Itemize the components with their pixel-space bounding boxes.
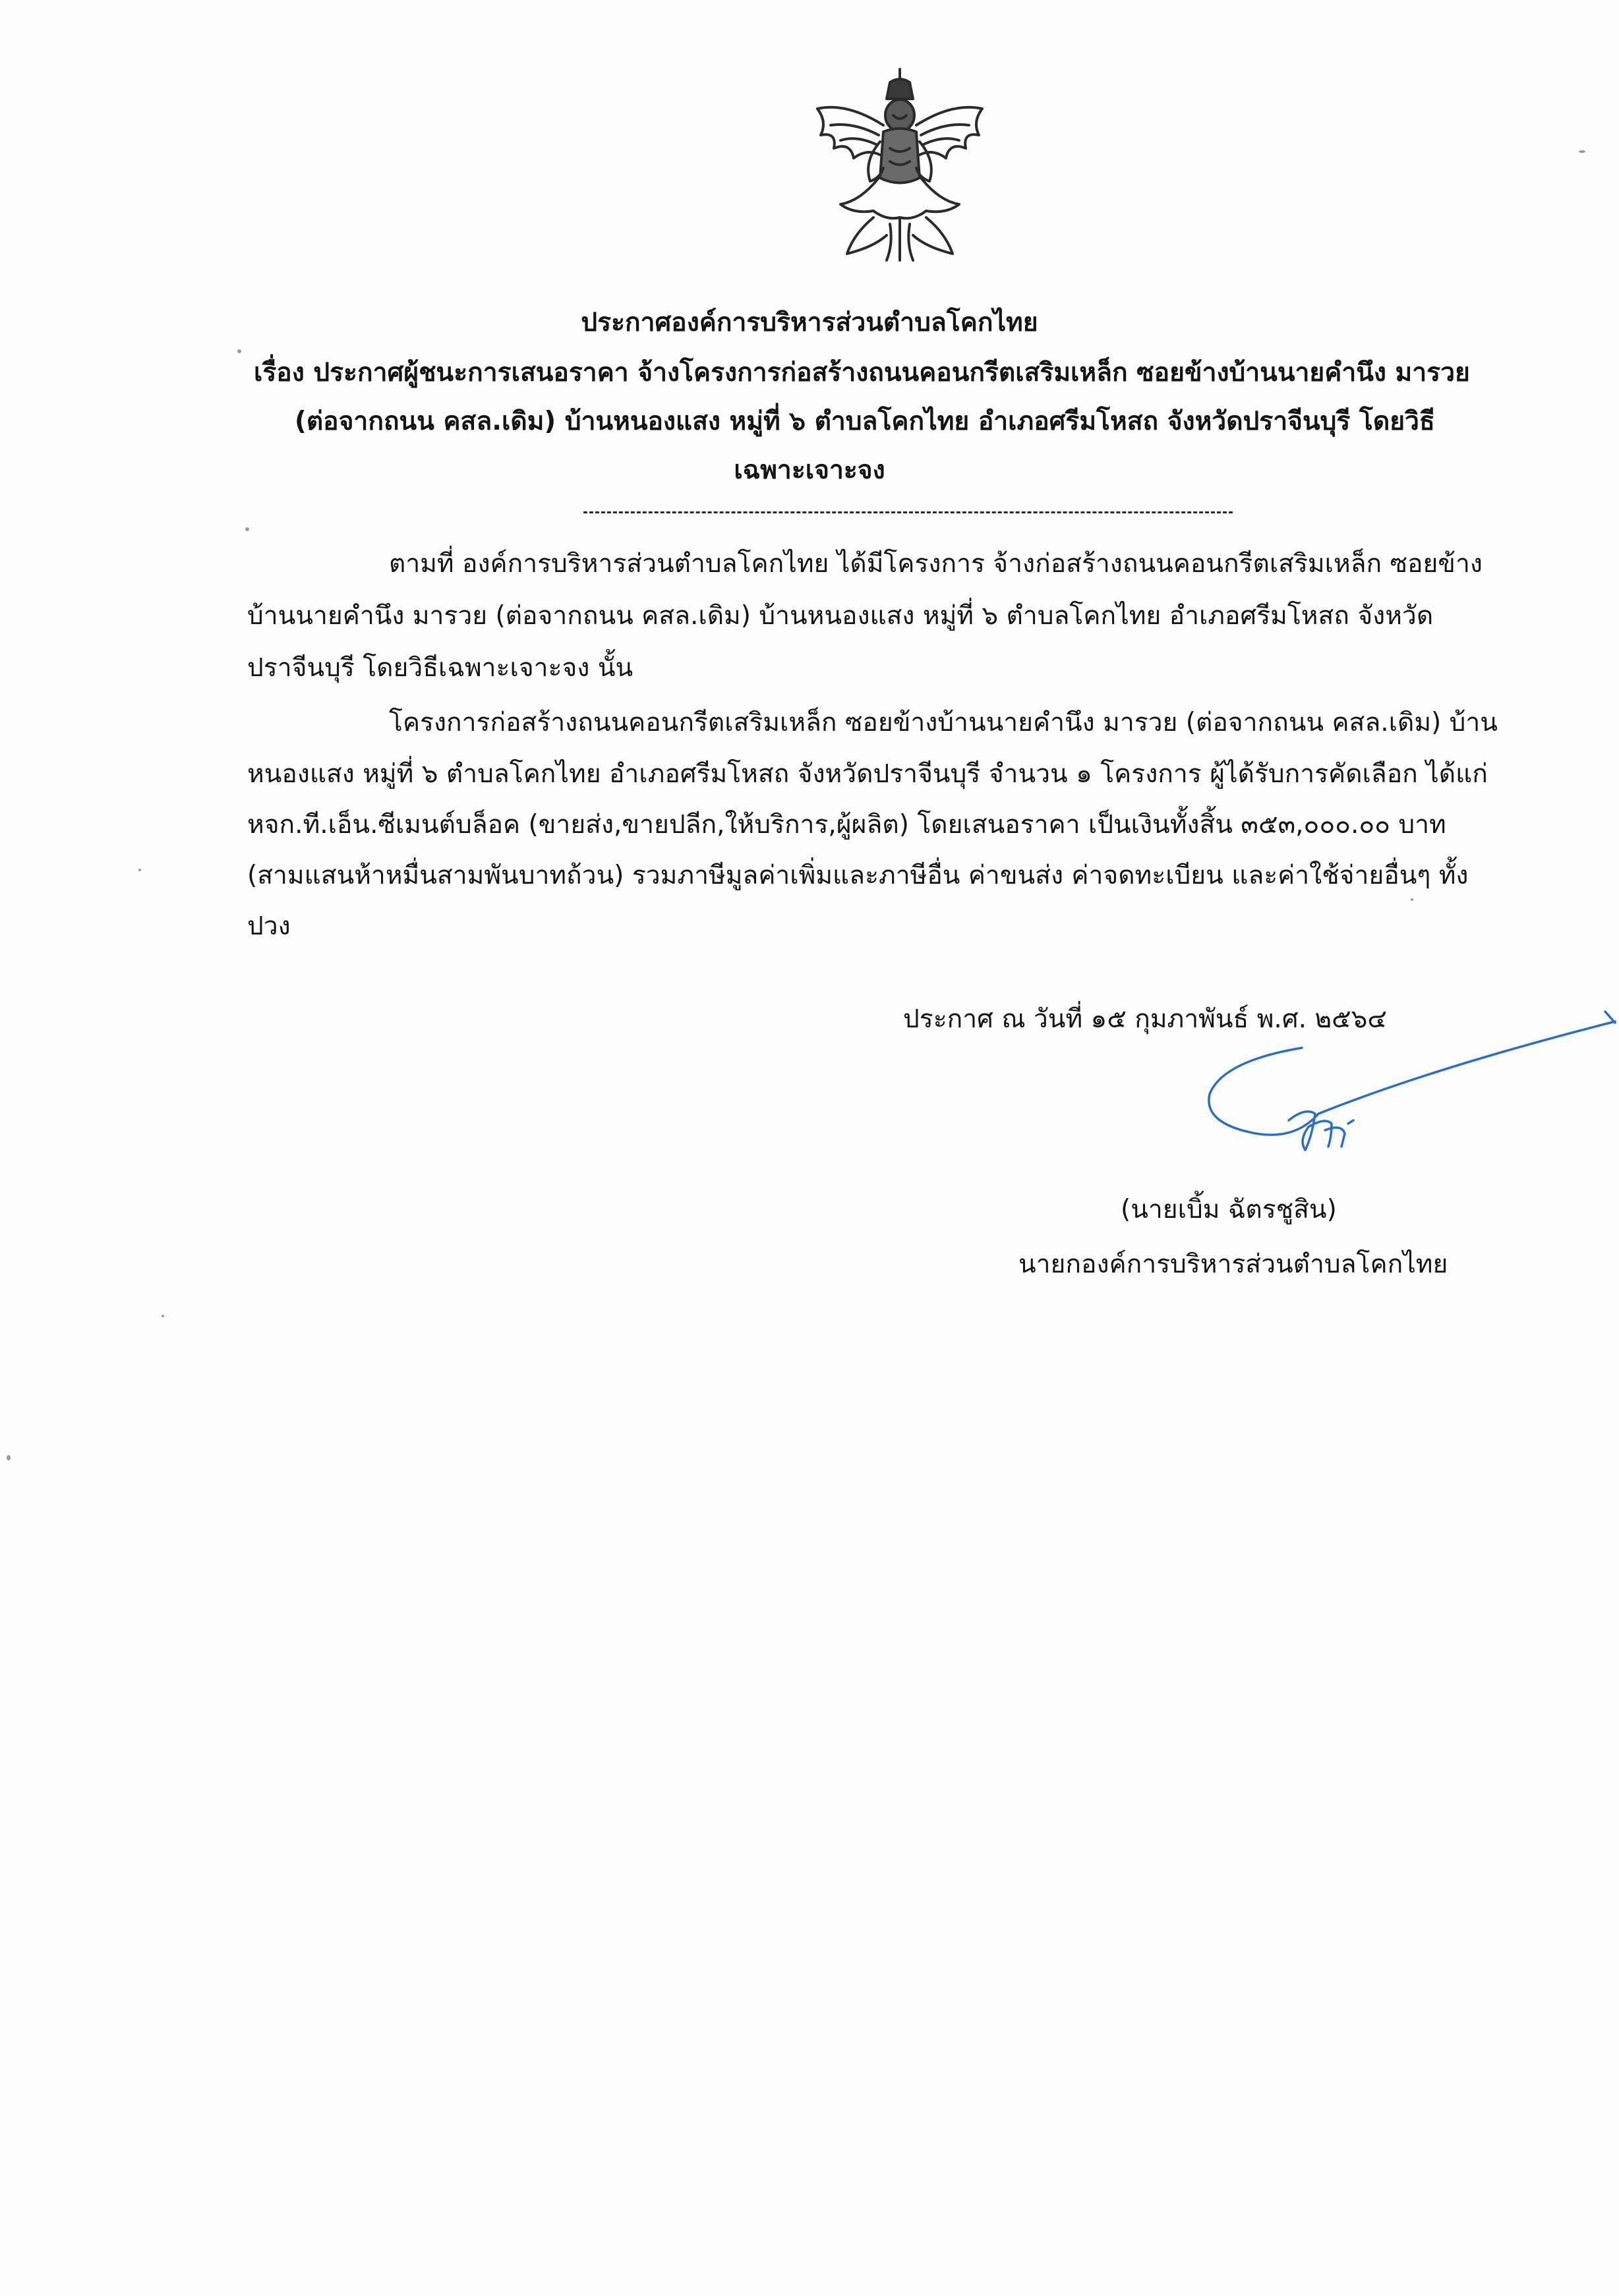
announcement-title: ประกาศองค์การบริหารส่วนตำบลโคกไทย [581, 308, 1038, 337]
paragraph-2-line-5: ปวง [247, 911, 291, 941]
paragraph-2-line-2: หนองแสง หมู่ที่ ๖ ตำบลโคกไทย อำเภอศรีมโหสถ จังหวัดปราจีนบุรี จำนวน ๑ โครงการ ผู้ได้รับการคัดเลือก ได้แก่ [247, 759, 1488, 789]
subject-line-3: เฉพาะเจาะจง [734, 455, 885, 485]
paragraph-2-line-4: (สามแสนห้าหมื่นสามพันบาทถ้วน) รวมภาษีมูลค่าเพิ่มและภาษีอื่น ค่าขนส่ง ค่าจดทะเบียน และค่าใช้จ่ายอื่นๆ ทั้ง [247, 861, 1469, 890]
garuda-emblem-icon [801, 63, 999, 267]
subject-line-1: เรื่อง ประกาศผู้ชนะการเสนอราคา จ้างโครงการก่อสร้างถนนคอนกรีตเสริมเหล็ก ซอยข้างบ้านนายคำนึง มารวย [254, 358, 1470, 387]
header-divider [583, 511, 1233, 513]
paragraph-2-line-3: หจก.ที.เอ็น.ซีเมนต์บล็อค (ขายส่ง,ขายปลีก,ให้บริการ,ผู้ผลิต) โดยเสนอราคา เป็นเงินทั้งสิ้น ๓๕๓,๐๐๐.๐๐ บาท [247, 810, 1446, 840]
signer-position: นายกองค์การบริหารส่วนตำบลโคกไทย [1018, 1249, 1448, 1279]
announcement-date: ประกาศ ณ วันที่ ๑๕ กุมภาพันธ์ พ.ศ. ๒๕๖๔ [903, 1004, 1387, 1034]
paragraph-1-line-1: ตามที่ องค์การบริหารส่วนตำบลโคกไทย ได้มีโครงการ จ้างก่อสร้างถนนคอนกรีตเสริมเหล็ก ซอยข้าง [389, 549, 1483, 579]
paragraph-2-line-1: โครงการก่อสร้างถนนคอนกรีตเสริมเหล็ก ซอยข้างบ้านนายคำนึง มารวย (ต่อจากถนน คสล.เดิม) บ้าน [389, 708, 1498, 737]
paragraph-1-line-2: บ้านนายคำนึง มารวย (ต่อจากถนน คสล.เดิม) บ้านหนองแสง หมู่ที่ ๖ ตำบลโคกไทย อำเภอศรีมโหสถ จังหวัด [247, 601, 1434, 631]
paragraph-1-line-3: ปราจีนบุรี โดยวิธีเฉพาะเจาะจง นั้น [247, 653, 633, 683]
subject-line-2: (ต่อจากถนน คสล.เดิม) บ้านหนองแสง หมู่ที่ ๖ ตำบลโคกไทย อำเภอศรีมโหสถ จังหวัดปราจีนบุรี โดยวิธี [295, 407, 1435, 436]
handwritten-signature [1183, 1008, 1618, 1180]
signer-name: (นายเบิ้ม ฉัตรชูสิน) [1121, 1195, 1337, 1224]
